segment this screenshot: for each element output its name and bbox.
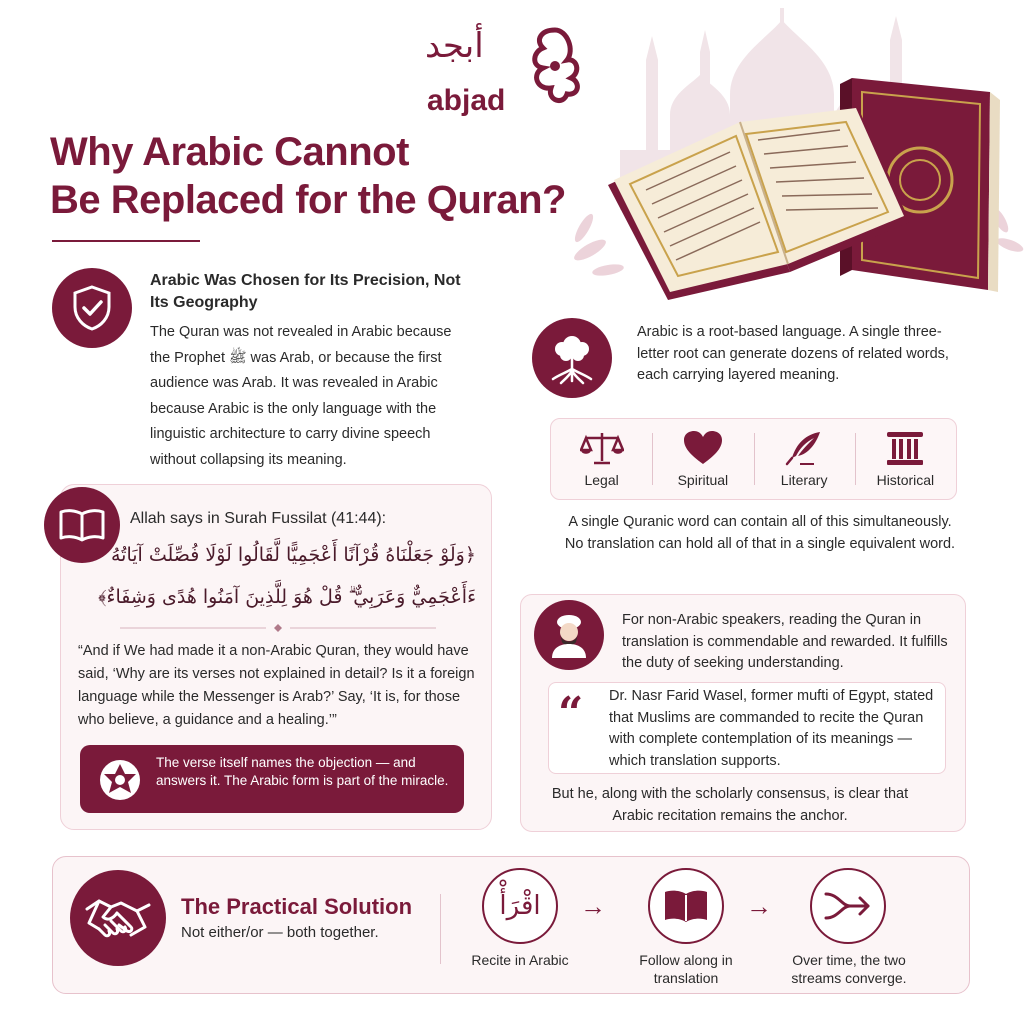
solution-subtitle: Not either/or — both together.: [181, 924, 379, 941]
scholar-text: For non-Arabic speakers, reading the Quran in translation is commendable and rewarded. It fulfills the duty of seeking understanding.: [622, 612, 948, 671]
meaning-categories: [550, 418, 957, 500]
category-historical: [855, 419, 956, 499]
title-divider: [52, 240, 200, 242]
step-recite: [482, 868, 558, 944]
category-label: Legal: [584, 472, 619, 488]
handshake-icon: [70, 870, 166, 966]
logo-arabic: أبجد: [425, 26, 484, 66]
page-title: Why Arabic Cannot Be Replaced for the Quran?: [50, 130, 566, 222]
section-heading-precision: Arabic Was Chosen for Its Precision, Not Its Geography: [150, 272, 461, 311]
iqra-glyph: اقْرَأْ: [499, 891, 541, 921]
step-label: Over time, the two streams converge.: [791, 952, 907, 986]
shield-check-icon: [52, 268, 132, 348]
step-label: Follow along in translation: [639, 952, 733, 986]
verse-intro: Allah says in Surah Fussilat (41:44):: [130, 510, 387, 527]
category-spiritual: [652, 419, 753, 499]
quill-icon: [784, 430, 824, 466]
translation-limit-note: A single Quranic word can contain all of this simultaneously. No translation can hold all of that in a single equivalent word.: [564, 514, 956, 552]
step-arrow-icon: →: [746, 891, 772, 921]
step-label: Recite in Arabic: [471, 952, 569, 968]
quran-books-illustration: [560, 0, 1024, 310]
category-literary: [754, 419, 855, 499]
category-legal: [551, 419, 652, 499]
category-label: Historical: [876, 472, 935, 488]
logo-english: abjad: [427, 84, 506, 117]
open-book-icon: [663, 888, 709, 924]
scholar-conclusion: But he, along with the scholarly consensus, is clear that Arabic recitation remains the anchor.: [551, 786, 909, 824]
tree-roots-icon: [532, 318, 612, 398]
verse-translation: “And if We had made it a non-Arabic Quran, they would have said, ‘Why are its verses not explained in detail? Is it a foreign language while the Messenger is Arab?’ Say, ‘It is, for those who believe, a guidance and a healing.’”: [78, 643, 475, 728]
scales-icon: [580, 430, 624, 466]
section-body-precision: The Quran was not revealed in Arabic because the Prophet ﷺ was Arab, or because the first audience was Arab. It was revealed in Arabic because Arabic is the only language with the linguistic architecture to carry divine speech without collapsing its meaning.: [150, 324, 452, 468]
scholar-icon: [534, 600, 604, 670]
root-language-text: Arabic is a root-based language. A single three-letter root can generate dozens of related words, each carrying layered meaning.: [637, 324, 949, 383]
ornament-divider: [120, 624, 436, 632]
converging-arrow-icon: [824, 888, 872, 924]
solution-title: The Practical Solution: [181, 894, 413, 919]
heart-icon: [683, 430, 723, 466]
star-emblem-icon: [92, 756, 148, 804]
step-arrow-icon: →: [580, 891, 606, 921]
column-icon: [885, 430, 925, 466]
step-translation: [648, 868, 724, 944]
verse-note-text: The verse itself names the objection — and answers it. The Arabic form is part of the miracle.: [156, 755, 449, 788]
step-converge: [810, 868, 886, 944]
quote-mark-icon: “: [558, 688, 584, 739]
category-label: Spiritual: [677, 472, 729, 488]
verse-arabic: ﴿وَلَوْ جَعَلْنَاهُ قُرْآنًا أَعْجَمِيًّا لَّقَالُوا لَوْلَا فُصِّلَتْ آيَاتُهُ ءَأَعْجَمِيٌّ وَعَرَبِيٌّ ۗ قُلْ هُوَ لِلَّذِينَ آمَنُوا هُدًى وَشِفَاءٌ﴾: [98, 544, 476, 608]
category-label: Literary: [780, 472, 828, 488]
solution-divider: [440, 894, 441, 964]
scholar-quote: Dr. Nasr Farid Wasel, former mufti of Egypt, stated that Muslims are commanded to recite the Quran with complete contemplation of its meanings — which translation supports.: [609, 688, 934, 769]
